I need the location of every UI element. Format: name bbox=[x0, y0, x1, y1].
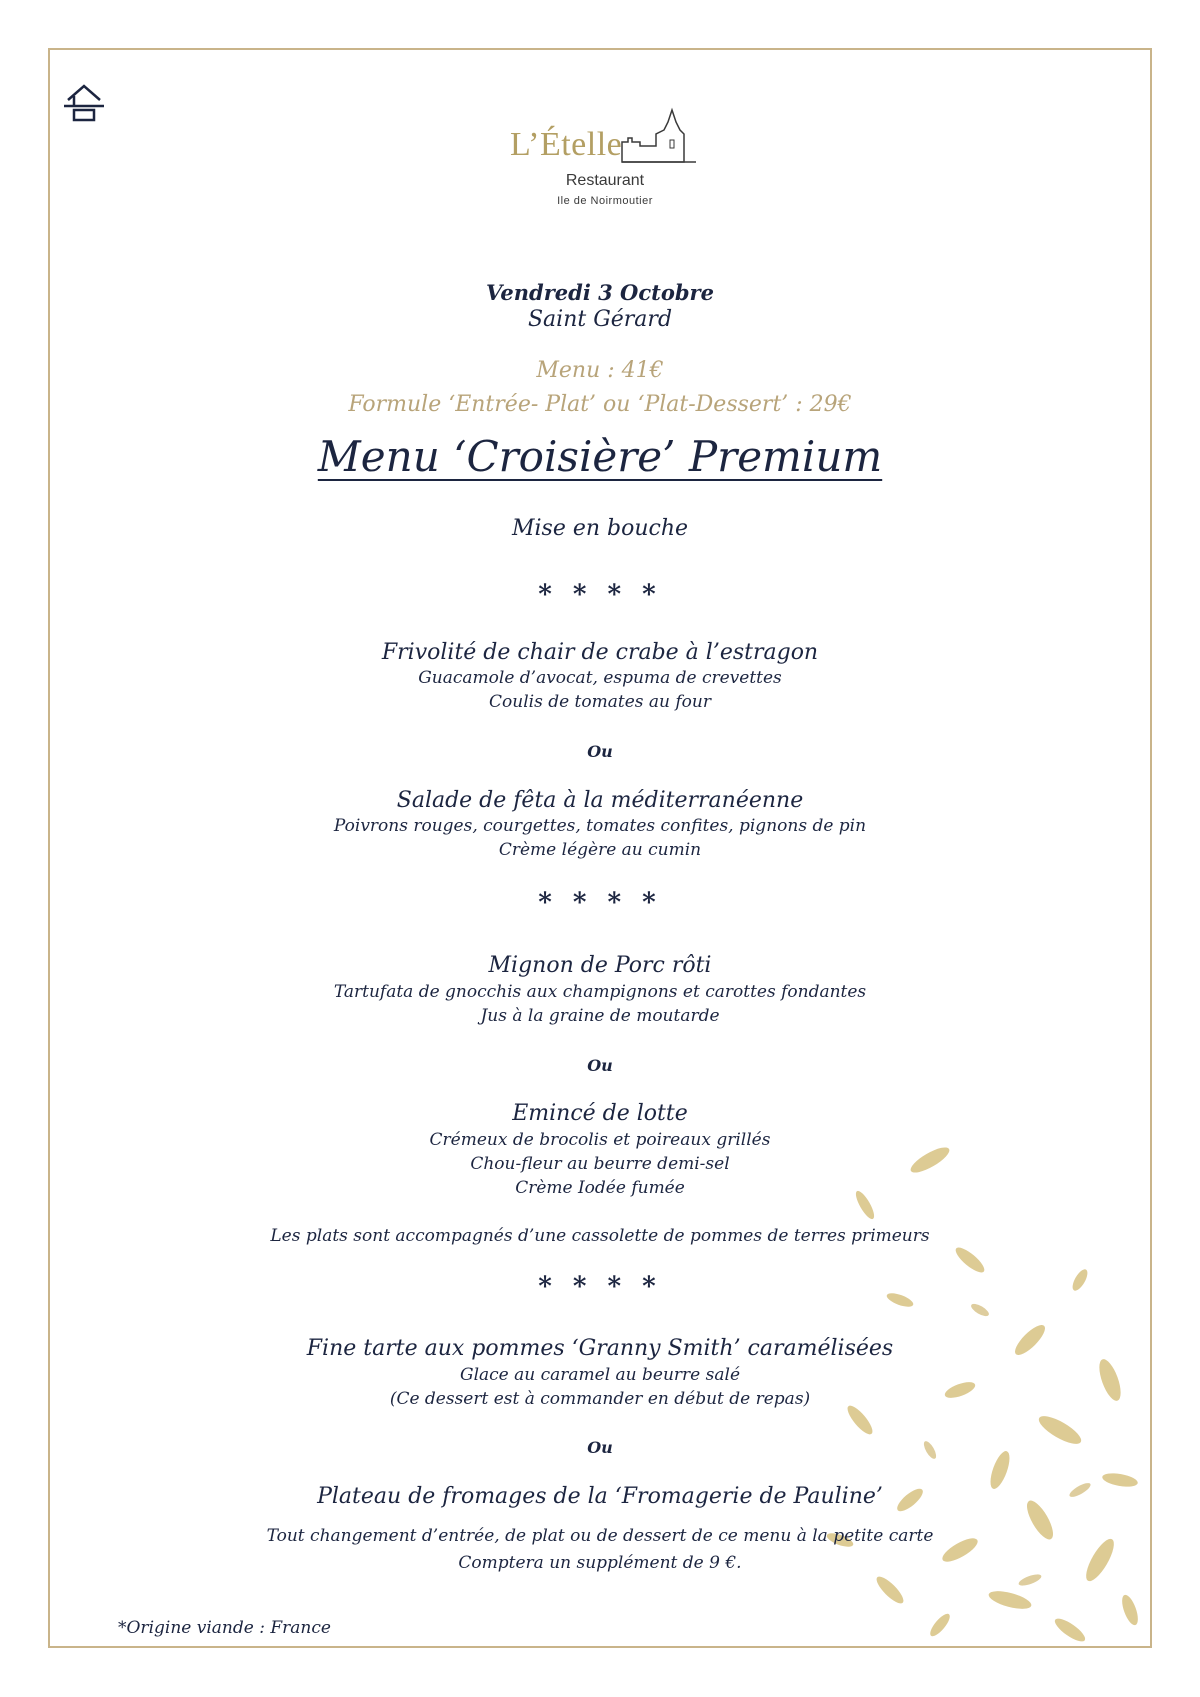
saint-of-day: Saint Gérard bbox=[527, 307, 673, 332]
separator: * * * * bbox=[538, 888, 662, 918]
logo-name: L’Ételle bbox=[510, 126, 623, 163]
starter-1-name: Frivolité de chair de crabe à l’estragon bbox=[381, 640, 819, 665]
main-2-name: Emincé de lotte bbox=[512, 1101, 688, 1126]
restaurant-logo bbox=[470, 60, 740, 250]
starter-2-line: Crème légère au cumin bbox=[498, 840, 702, 860]
main-1-line: Tartufata de gnocchis aux champignons et carottes fondantes bbox=[333, 982, 867, 1002]
or-label: Ou bbox=[587, 1056, 613, 1075]
dessert-1-name: Fine tarte aux pommes ‘Granny Smith’ caramélisées bbox=[306, 1336, 894, 1361]
or-label: Ou bbox=[587, 742, 613, 761]
main-1-line: Jus à la graine de moutarde bbox=[480, 1006, 720, 1026]
home-icon[interactable] bbox=[62, 82, 106, 122]
main-2-line: Crémeux de brocolis et poireaux grillés bbox=[429, 1130, 771, 1150]
menu-price: Menu : 41€ bbox=[536, 358, 664, 383]
amuse-bouche: Mise en bouche bbox=[511, 516, 689, 541]
main-2-line: Chou-fleur au beurre demi-sel bbox=[470, 1154, 730, 1174]
formula-price: Formule ‘Entrée- Plat’ ou ‘Plat-Dessert’ : 29€ bbox=[348, 392, 852, 417]
mains-note: Les plats sont accompagnés d’une cassolette de pommes de terres primeurs bbox=[270, 1226, 930, 1246]
main-1-name: Mignon de Porc rôti bbox=[488, 953, 712, 978]
change-note: Tout changement d’entrée, de plat ou de dessert de ce menu à la petite carte bbox=[266, 1526, 934, 1546]
dessert-1-line: Glace au caramel au beurre salé bbox=[459, 1365, 741, 1385]
separator: * * * * bbox=[538, 1272, 662, 1302]
separator: * * * * bbox=[538, 580, 662, 610]
or-label: Ou bbox=[587, 1438, 613, 1457]
starter-2-line: Poivrons rouges, courgettes, tomates confites, pignons de pin bbox=[333, 816, 867, 836]
starter-1-line: Guacamole d’avocat, espuma de crevettes bbox=[418, 668, 782, 688]
main-2-line: Crème Iodée fumée bbox=[515, 1178, 685, 1198]
logo-subtitle: Restaurant bbox=[565, 172, 645, 189]
logo-location: Ile de Noirmoutier bbox=[557, 195, 653, 207]
starter-2-name: Salade de fêta à la méditerranéenne bbox=[396, 788, 804, 813]
page-title: Menu ‘Croisière’ Premium bbox=[317, 432, 883, 481]
dessert-1-line: (Ce dessert est à commander en début de repas) bbox=[389, 1389, 811, 1409]
castle-icon bbox=[620, 106, 700, 166]
meat-origin-note: *Origine viande : France bbox=[118, 1618, 331, 1638]
starter-1-line: Coulis de tomates au four bbox=[489, 692, 711, 712]
dessert-2-name: Plateau de fromages de la ‘Fromagerie de Pauline’ bbox=[317, 1484, 883, 1509]
supplement-note: Comptera un supplément de 9 €. bbox=[458, 1553, 742, 1573]
menu-date: Vendredi 3 Octobre bbox=[486, 280, 714, 305]
